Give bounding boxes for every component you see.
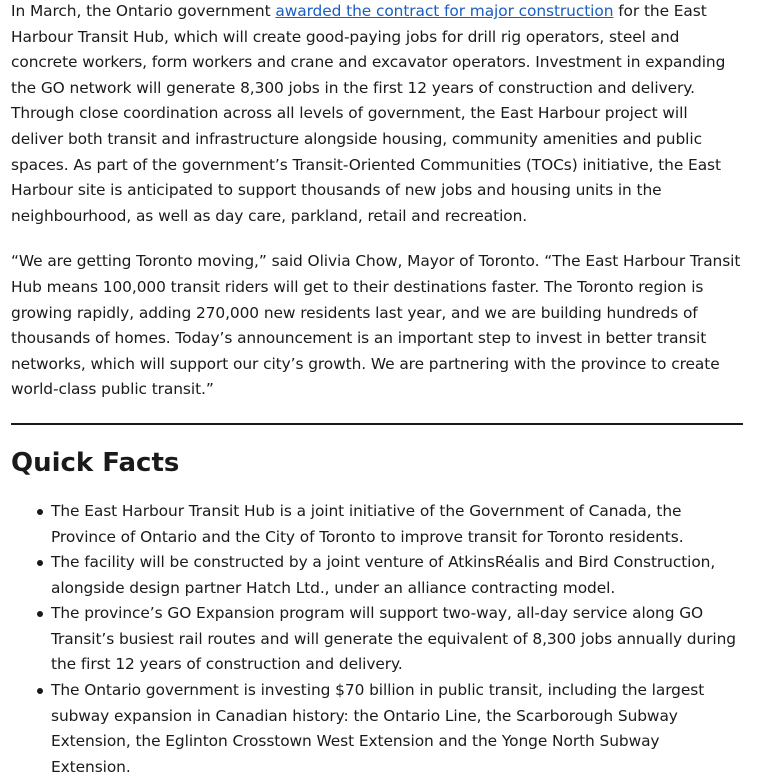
quick-facts-heading: Quick Facts bbox=[11, 447, 180, 478]
quick-fact-item: The Ontario government is investing $70 billion in public transit, including the largest subway expansion in Canadian history: the Ontario Line, the Scarborough Subway Extension, the Eglinton Crosstown West Extension and the Yonge North Subway Extension. bbox=[51, 678, 743, 780]
paragraph-contract-body: for the East Harbour Transit Hub, which will create good-paying jobs for drill rig operators, steel and concrete workers, form workers and crane and excavator operators. Investment in expanding the GO network will generate 8,300 jobs in the first 12 years of construction and delivery. Through close coordination across all levels of government, the East Harbour project will deliver both transit and infrastructure alongside housing, community amenities and public spaces. As part of the government’s Transit-Oriented Communities (TOCs) initiative, the East Harbour site is anticipated to support thousands of new jobs and housing units in the neighbourhood, as well as day care, parkland, retail and recreation. bbox=[11, 2, 726, 225]
paragraph-mayor-quote: “We are getting Toronto moving,” said Olivia Chow, Mayor of Toronto. “The East Harbour Transit Hub means 100,000 transit riders will get to their destinations faster. The Toronto region is growing rapidly, adding 270,000 new residents last year, and we are building hundreds of thousands of homes. Today’s announcement is an important step to invest in better transit networks, which will support our city’s growth. We are partnering with the province to create world-class public transit.” bbox=[11, 252, 741, 399]
quick-fact-item: The facility will be constructed by a joint venture of AtkinsRéalis and Bird Construction, alongside design partner Hatch Ltd., under an alliance contracting model. bbox=[51, 550, 743, 601]
quick-fact-item: The East Harbour Transit Hub is a joint initiative of the Government of Canada, the Province of Ontario and the City of Toronto to improve transit for Toronto residents. bbox=[51, 499, 743, 550]
contract-award-link[interactable]: awarded the contract for major construction bbox=[275, 2, 614, 20]
quick-facts-list bbox=[11, 499, 743, 780]
paragraph-contract-lead: In March, the Ontario government bbox=[11, 2, 276, 20]
section-divider bbox=[11, 423, 743, 425]
quick-fact-item: The province’s GO Expansion program will support two-way, all-day service along GO Transit’s busiest rail routes and will generate the equivalent of 8,300 jobs annually during the first 12 years of construction and delivery. bbox=[51, 601, 743, 678]
paragraph-contract bbox=[11, 0, 743, 229]
